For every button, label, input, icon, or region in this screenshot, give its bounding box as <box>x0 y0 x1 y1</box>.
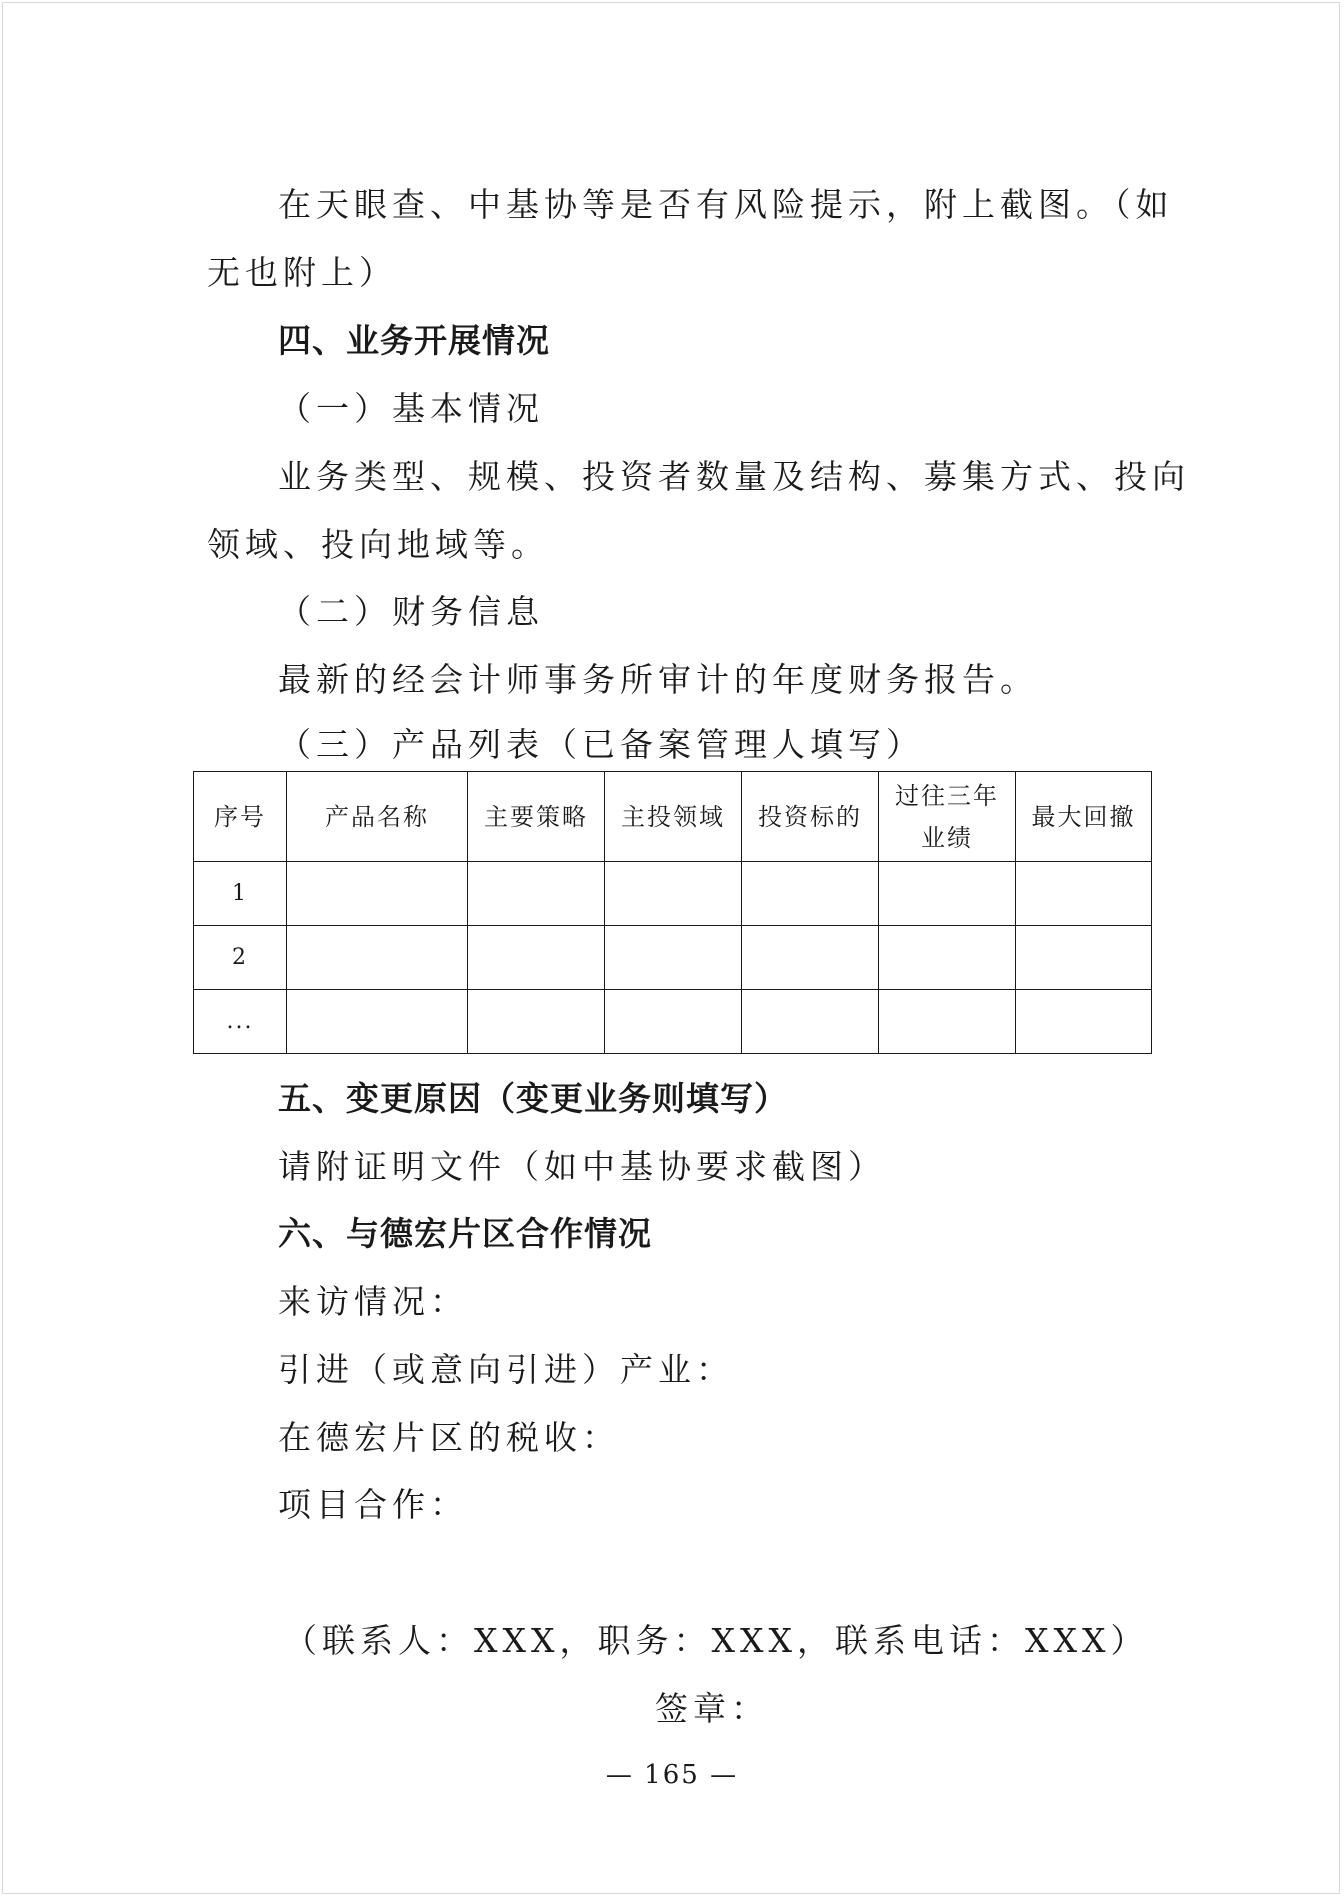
industry-paragraph: 引进（或意向引进）产业： <box>278 1350 734 1389</box>
risk-paragraph-line2: 无也附上） <box>207 253 397 292</box>
subsection2-heading: （二）财务信息 <box>278 592 544 631</box>
table-cell <box>1016 862 1152 926</box>
header-performance-line1: 过往三年 <box>895 781 999 810</box>
table-row <box>194 926 1152 990</box>
table-cell <box>1016 990 1152 1054</box>
table-cell <box>468 926 605 990</box>
subsection1-heading: （一）基本情况 <box>278 389 544 428</box>
table-row <box>194 990 1152 1054</box>
row-index: 1 <box>194 862 287 926</box>
table-cell <box>1016 926 1152 990</box>
basic-paragraph-line2: 领域、投向地域等。 <box>207 525 549 564</box>
section4-heading: 四、业务开展情况 <box>278 321 550 360</box>
finance-paragraph: 最新的经会计师事务所审计的年度财务报告。 <box>278 660 1038 699</box>
table-cell <box>742 990 879 1054</box>
header-performance-line2: 业绩 <box>921 823 973 852</box>
table-cell <box>605 926 742 990</box>
header-index: 序号 <box>194 772 287 862</box>
product-table <box>193 771 1152 1054</box>
table-cell <box>287 862 468 926</box>
project-paragraph: 项目合作： <box>278 1485 468 1524</box>
table-cell <box>468 990 605 1054</box>
table-cell <box>468 862 605 926</box>
signature-line: 签章： <box>655 1689 769 1728</box>
table-cell <box>287 926 468 990</box>
subsection3-heading: （三）产品列表（已备案管理人填写） <box>278 725 924 764</box>
table-cell <box>879 862 1016 926</box>
page-number: — 165 — <box>605 1760 739 1790</box>
section6-heading: 六、与德宏片区合作情况 <box>278 1214 652 1253</box>
tax-paragraph: 在德宏片区的税收： <box>278 1418 620 1457</box>
header-strategy: 主要策略 <box>468 772 605 862</box>
contact-line: （联系人：XXX，职务：XXX，联系电话：XXX） <box>284 1621 1149 1660</box>
table-cell <box>742 926 879 990</box>
table-cell <box>879 926 1016 990</box>
section5-heading: 五、变更原因（变更业务则填写） <box>278 1079 788 1118</box>
header-product-name: 产品名称 <box>287 772 468 862</box>
header-field: 主投领域 <box>605 772 742 862</box>
row-index: 2 <box>194 926 287 990</box>
table-header-row <box>194 772 1152 862</box>
table-cell <box>742 862 879 926</box>
table-row <box>194 862 1152 926</box>
header-max-drawdown: 最大回撤 <box>1016 772 1152 862</box>
table-cell <box>605 862 742 926</box>
change-paragraph: 请附证明文件（如中基协要求截图） <box>278 1147 886 1186</box>
table-cell <box>605 990 742 1054</box>
header-performance <box>879 772 1016 862</box>
table-cell <box>879 990 1016 1054</box>
visit-paragraph: 来访情况： <box>278 1282 468 1321</box>
row-index: ... <box>194 990 287 1054</box>
basic-paragraph-line1: 业务类型、规模、投资者数量及结构、募集方式、投向 <box>278 457 1190 496</box>
header-target: 投资标的 <box>742 772 879 862</box>
risk-paragraph-line1: 在天眼查、中基协等是否有风险提示，附上截图。（如 <box>278 185 1174 224</box>
table-cell <box>287 990 468 1054</box>
